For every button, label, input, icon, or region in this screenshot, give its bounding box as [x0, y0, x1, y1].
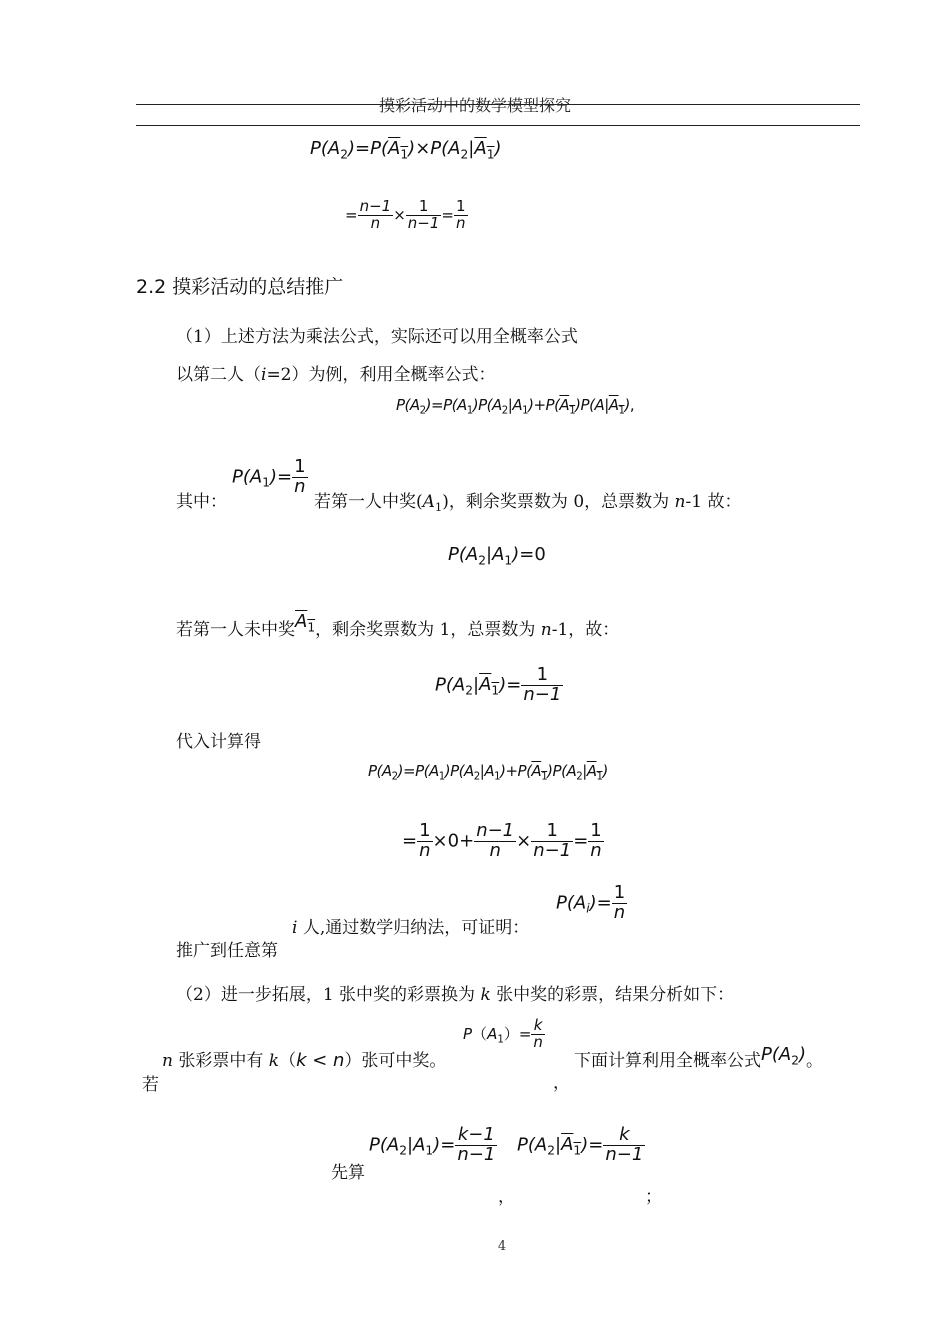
equation-product-rule: $P(A_2)=P(A_1)\times P(A_2|A_1)$ — [310, 138, 502, 162]
first-win-line: 若第一人中奖$(A_1)$，剩余奖票数为 0，总票数为 n-1 故： — [314, 492, 742, 515]
part2-intro: （2）进一步拓展，1 张中奖的彩票换为 k 张中奖的彩票，结果分析如下： — [176, 985, 735, 1005]
first-calc-label: 先算 — [331, 1163, 365, 1183]
equation-total-result: = $\frac{1}{n}$ ×0+ $\frac{n-1}{n}$ × $\frac{1}{n-1}$ = $\frac{1}{n}$ — [402, 820, 602, 861]
header-rule-top — [136, 104, 860, 105]
equation-p-a1-k: $P(A_1)=$ $\frac{k}{n}$ — [463, 1016, 543, 1051]
equation-cond-k-win: $P(A_2|A_1)=$ $\frac{k-1}{n-1}$ — [369, 1124, 496, 1165]
header-rule-bottom — [136, 125, 860, 126]
section-title: 2.2 摸彩活动的总结推广 — [136, 276, 344, 298]
comma-after-p-a1: ， — [553, 1073, 570, 1093]
substitute-label: 代入计算得 — [176, 732, 261, 752]
if-label: 若 — [142, 1075, 159, 1095]
page-header-title: 摸彩活动中的数学模型探究 — [378, 96, 571, 115]
comma-separator: ， — [498, 1187, 515, 1207]
induction-line: i 人,通过数学归纳法，可证明： — [292, 918, 530, 938]
generalize-line: 推广到任意第 — [176, 941, 278, 961]
equation-cond-win: $P(A_2|A_1)=0$ — [448, 544, 546, 568]
where-label: 其中： — [176, 492, 227, 512]
part1-intro: （1）上述方法为乘法公式，实际还可以用全概率公式 — [176, 327, 578, 347]
equation-cond-lose: $P(A_2|A_1)=$ $\frac{1}{n-1}$ — [435, 664, 562, 705]
semicolon-end: ； — [645, 1187, 662, 1207]
equation-total-probability-2: $P(A_2)=P(A_1)P(A_2|A_1)+P(A_1)P(A_2|A_1)$ — [368, 762, 608, 783]
page-number: 4 — [497, 1239, 507, 1254]
first-lose-line: 若第一人未中奖$A_1$，剩余奖票数为 1，总票数为 n-1，故： — [176, 611, 620, 640]
equation-p-ai: $P(A_i)=$ $\frac{1}{n}$ — [556, 882, 626, 923]
equation-product-result: = $\frac{n-1}{n}$ × $\frac{1}{n-1}$ = $\frac{1}{n}$ — [345, 197, 466, 232]
equation-cond-k-lose: $P(A_2|A_1)=$ $\frac{k}{n-1}$ — [517, 1124, 644, 1165]
equation-p-a1: $P(A_1)=$ $\frac{1}{n}$ — [232, 456, 306, 497]
below-calc-line: 下面计算利用全概率公式$P(A_2)$。 — [574, 1044, 824, 1071]
example-line: 以第二人（i=2）为例，利用全概率公式： — [176, 365, 496, 385]
equation-total-probability: $P(A_2)=P(A_1)P(A_2|A_1)+P(A_1)P(A|A_1)$, — [396, 396, 635, 417]
tickets-line: n 张彩票中有 k（k < n）张可中奖。 — [162, 1050, 447, 1071]
